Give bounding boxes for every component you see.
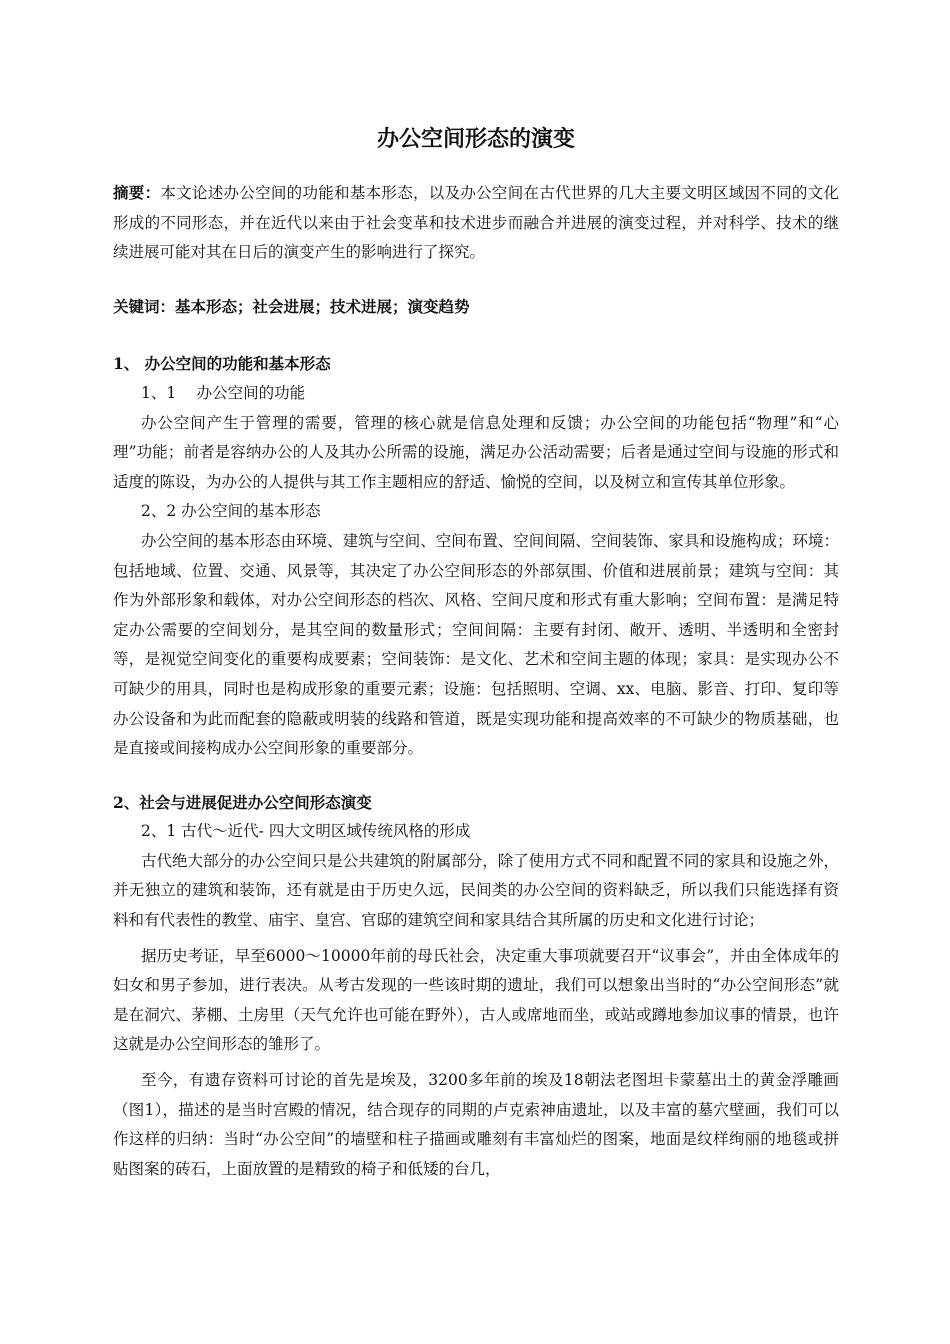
keywords-label: 关键词： (113, 296, 176, 316)
section-2-1-paragraph: 至今，有遗存资料可讨论的首先是埃及，3200多年前的埃及18朝法老图坦卡蒙墓出土的黄金浮雕画（图1），描述的是当时宫殿的情况，结合现存的同期的卢克索神庙遗址，以及丰富的墓穴壁画，我们可以作这样的归纳：当时“办公空间”的墙壁和柱子描画或雕刻有丰富灿烂的图案，地面是纹样绚丽的地毯或拼贴图案的砖石，上面放置的是精致的椅子和低矮的台几， (113, 1071, 839, 1178)
keywords (113, 292, 839, 322)
abstract (113, 178, 839, 268)
section-1-2-heading: 2、2 办公空间的基本形态 (141, 502, 321, 521)
section-2-1-paragraph: 据历史考证，早至6000～10000年前的母氏社会，决定重大事项就要召开“议事会”，并由全体成年的妇女和男子参加，进行表决。从考古发现的一些该时期的遗址，我们可以想象出当时的“办公空间形态”就是在洞穴、茅棚、土房里（天气允许也可能在野外），古人或席地而坐，或站或蹲地参加议事的情景，也许这就是办公空间形态的雏形了。 (113, 946, 839, 1054)
section-2-heading: 2、社会与进展促进办公空间形态演变 (113, 792, 372, 812)
abstract-label: 摘要： (113, 183, 161, 202)
section-1-2-paragraph: 办公空间的基本形态由环境、建筑与空间、空间布置、空间间隔、空间装饰、家具和设施构成；环境：包括地域、位置、交通、风景等，其决定了办公空间形态的外部氛围、价值和进展前景；建筑与空间：其作为外部形象和载体，对办公空间形态的档次、风格、空间尺度和形式有重大影响；空间布置：是满足特定办公需要的空间划分，是其空间的数量形式；空间间隔：主要有封闭、敞开、透明、半透明和全密封等，是视觉空间变化的重要构成要素；空间装饰：是文化、艺术和空间主题的体现；家具：是实现办公不可缺少的用具，同时也是构成形象的重要元素；设施：包括照明、空调、xx、电脑、影音、打印、复印等办公设备和为此而配套的隐蔽或明装的线路和管道，既是实现功能和提高效率的不可缺少的物质基础，也是直接或间接构成办公空间形象的重要部分。 (113, 531, 839, 758)
section-2-1-heading: 2、1 古代～近代- 四大文明区域传统风格的形成 (141, 822, 471, 841)
abstract-text: 本文论述办公空间的功能和基本形态，以及办公空间在古代世界的几大主要文明区域因不同的文化形成的不同形态，并在近代以来由于社会变革和技术进步而融合并进展的演变过程，并对科学、技术的继续进展可能对其在日后的演变产生的影响进行了探究。 (113, 184, 839, 262)
page-title: 办公空间形态的演变 (376, 126, 575, 152)
section-1-heading: 1、 办公空间的功能和基本形态 (113, 354, 331, 374)
section-1-1-paragraph: 办公空间产生于管理的需要，管理的核心就是信息处理和反馈；办公空间的功能包括“物理”和“心理”功能；前者是容纳办公的人及其办公所需的设施，满足办公活动需要；后者是通过空间与设施的形式和适度的陈设，为办公的人提供与其工作主题相应的舒适、愉悦的空间，以及树立和宣传其单位形象。 (113, 413, 839, 491)
document-body (113, 122, 839, 1184)
keywords-text: 基本形态；社会进展；技术进展；演变趋势 (175, 296, 470, 316)
section-2-1-paragraph: 古代绝大部分的办公空间只是公共建筑的附属部分，除了使用方式不同和配置不同的家具和设施之外，并无独立的建筑和装饰，还有就是由于历史久远，民间类的办公空间的资料缺乏，所以我们只能选择有资料和有代表性的教堂、庙宇、皇宫、官邸的建筑空间和家具结合其所属的历史和文化进行讨论； (113, 851, 839, 930)
section-1-1-heading: 1、1 办公空间的功能 (141, 383, 306, 402)
